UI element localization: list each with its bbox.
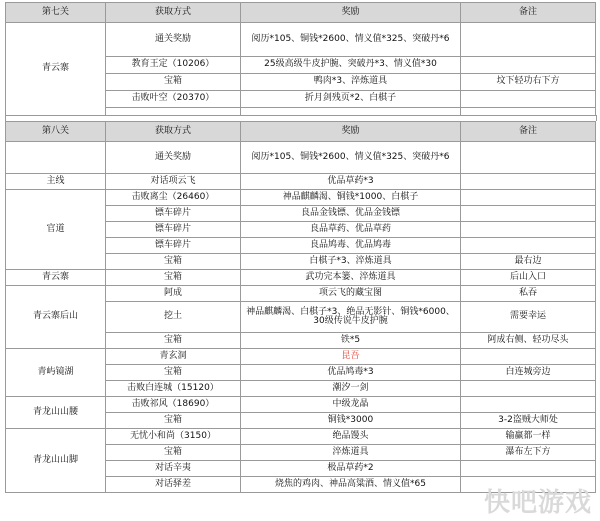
note-cell [461, 206, 596, 222]
level-title: 第七关 [6, 3, 106, 23]
method-cell: 阿成 [106, 286, 241, 302]
reward-cell: 烧焦的鸡肉、神品高粱酒、情义值*65 [241, 477, 461, 493]
method-cell: 教育王定（10206） [106, 57, 241, 74]
col-reward-header: 奖励 [241, 122, 461, 142]
level-8-table [5, 121, 596, 493]
location-cell: 青龙山山脚 [6, 429, 106, 493]
location-cell: 官道 [6, 190, 106, 270]
method-cell: 击败祁风（18690） [106, 397, 241, 413]
method-cell: 宝箱 [106, 333, 241, 349]
note-cell: 输赢都一样 [461, 429, 596, 445]
reward-cell: 武功完本篓、淬炼道具 [241, 270, 461, 286]
method-cell: 对话辛夷 [106, 461, 241, 477]
method-cell: 对话项云飞 [106, 174, 241, 190]
location-cell [6, 142, 106, 174]
reward-cell-highlight: 昆吾 [241, 349, 461, 365]
method-cell: 宝箱 [106, 254, 241, 270]
method-cell: 镖车碎片 [106, 206, 241, 222]
col-reward-header: 奖励 [241, 3, 461, 23]
note-cell [461, 381, 596, 397]
table-header-row [6, 122, 596, 142]
note-cell [461, 91, 596, 108]
note-cell [461, 174, 596, 190]
reward-cell: 极品草药*2 [241, 461, 461, 477]
note-cell [461, 190, 596, 206]
location-cell: 青云寨 [6, 270, 106, 286]
note-cell: 后山入口 [461, 270, 596, 286]
reward-cell: 神品麒麟渴、铜钱*1000、白棋子 [241, 190, 461, 206]
method-cell: 宝箱 [106, 413, 241, 429]
col-method-header: 获取方式 [106, 122, 241, 142]
note-cell [461, 57, 596, 74]
note-cell [461, 397, 596, 413]
note-cell: 阿成右侧、轻功尽头 [461, 333, 596, 349]
method-cell: 无忧小和尚（3150） [106, 429, 241, 445]
table-row [6, 397, 596, 413]
reward-cell: 项云飞的藏宝图 [241, 286, 461, 302]
method-cell: 击败白连城（15120） [106, 381, 241, 397]
table-row [6, 190, 596, 206]
method-cell: 击败叶空（20370） [106, 91, 241, 108]
method-cell: 通关奖励 [106, 142, 241, 174]
table-row [6, 142, 596, 174]
watermark-logo: 快吧游戏 [483, 488, 592, 518]
method-cell: 镖车碎片 [106, 238, 241, 254]
table-row [6, 286, 596, 302]
table-header-row [6, 3, 596, 23]
reward-cell: 25级高级牛皮护腕、突破丹*3、情义值*30 [241, 57, 461, 74]
reward-cell: 中级龙晶 [241, 397, 461, 413]
location-cell: 青云寨 [6, 23, 106, 116]
reward-cell: 折月剑残页*2、白棋子 [241, 91, 461, 108]
reward-cell: 铁*5 [241, 333, 461, 349]
table-row [6, 429, 596, 445]
reward-cell: 潮汐一剑 [241, 381, 461, 397]
reward-cell: 白棋子*3、淬炼道具 [241, 254, 461, 270]
method-cell: 宝箱 [106, 365, 241, 381]
note-cell: 最右边 [461, 254, 596, 270]
reward-cell: 淬炼道具 [241, 445, 461, 461]
method-cell: 挖土 [106, 302, 241, 333]
reward-cell: 优品鸠毒*3 [241, 365, 461, 381]
table-row [6, 174, 596, 190]
method-cell: 宝箱 [106, 74, 241, 91]
note-cell: 需要幸运 [461, 302, 596, 333]
reward-cell: 鸭肉*3、淬炼道具 [241, 74, 461, 91]
method-cell: 击败离尘（26460） [106, 190, 241, 206]
col-note-header: 备注 [461, 122, 596, 142]
col-note-header: 备注 [461, 3, 596, 23]
table-row [6, 23, 596, 57]
level-title: 第八关 [6, 122, 106, 142]
note-cell: 坟下轻功右下方 [461, 74, 596, 91]
table-row [6, 349, 596, 365]
reward-cell: 优品草药*3 [241, 174, 461, 190]
reward-cell: 铜钱*3000 [241, 413, 461, 429]
reward-cell: 阅历*105、铜钱*2600、情义值*325、突破丹*6 [241, 23, 461, 57]
note-cell: 私吞 [461, 286, 596, 302]
col-method-header: 获取方式 [106, 3, 241, 23]
note-cell [461, 222, 596, 238]
location-cell: 青龙山山腰 [6, 397, 106, 429]
method-cell: 宝箱 [106, 270, 241, 286]
note-cell [461, 142, 596, 174]
method-cell: 青玄洞 [106, 349, 241, 365]
location-cell: 青屿镜湖 [6, 349, 106, 397]
reward-cell: 绝品馒头 [241, 429, 461, 445]
reward-cell: 神品麒麟渴、白棋子*3、绝品无影针、铜钱*6000、30级传说牛皮护腕 [241, 302, 461, 333]
location-cell: 青云寨后山 [6, 286, 106, 349]
method-cell: 镖车碎片 [106, 222, 241, 238]
level-7-table [5, 2, 596, 116]
method-cell: 宝箱 [106, 445, 241, 461]
reward-cell: 良品金钱镖、优品金钱镖 [241, 206, 461, 222]
method-cell: 对话驿差 [106, 477, 241, 493]
reward-cell: 良品草药、优品草药 [241, 222, 461, 238]
note-cell [461, 238, 596, 254]
location-cell: 主线 [6, 174, 106, 190]
note-cell: 白连城旁边 [461, 365, 596, 381]
table-row [6, 270, 596, 286]
note-cell [461, 461, 596, 477]
note-cell: 瀑布左下方 [461, 445, 596, 461]
reward-cell: 良品鸠毒、优品鸠毒 [241, 238, 461, 254]
reward-cell: 阅历*105、铜钱*2600、情义值*325、突破丹*6 [241, 142, 461, 174]
method-cell: 通关奖励 [106, 23, 241, 57]
note-cell [461, 349, 596, 365]
note-cell [461, 23, 596, 57]
note-cell: 3-2盗贼大师处 [461, 413, 596, 429]
